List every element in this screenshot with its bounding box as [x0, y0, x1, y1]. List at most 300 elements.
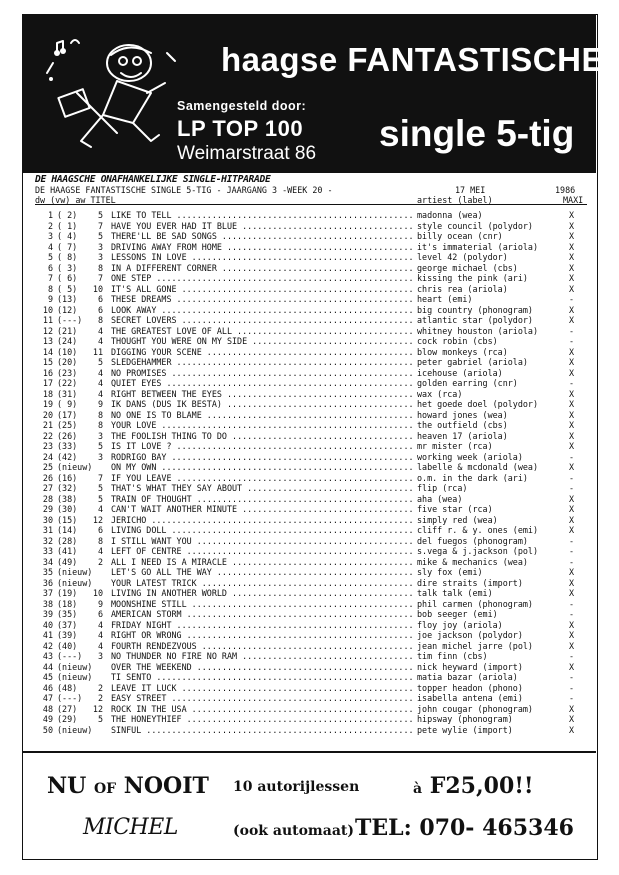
row-weeks: 6 [97, 525, 103, 535]
row-rank: 31 [42, 525, 53, 535]
row-title: ONE STEP ..... [111, 273, 413, 284]
chart-row [35, 504, 587, 515]
row-artist: isabella antena (emi) [417, 693, 523, 703]
row-title: FRIDAY NIGHT ..... [111, 620, 413, 631]
chart-row [35, 378, 587, 389]
row-rank: 10 [42, 304, 53, 315]
chart-row [35, 483, 587, 494]
row-title: RIGHT OR WRONG ..... [111, 630, 413, 641]
chart-row [35, 273, 587, 284]
row-previous: (32) [57, 483, 78, 493]
row-title: AMERICAN STORM ..... [111, 609, 413, 620]
row-weeks: 3 [97, 451, 103, 462]
row-title: RODRIGO BAY ..... [111, 452, 413, 463]
chart-row [35, 357, 587, 368]
chart-row [35, 515, 587, 526]
row-rank: 45 [42, 672, 53, 682]
row-title: YOUR LOVE ..... [111, 420, 413, 431]
chart-row [35, 714, 587, 725]
chart-row [35, 315, 587, 326]
ad-telephone: TEL: 070- 465346 [355, 815, 574, 841]
chart-row [35, 305, 587, 316]
row-rank: 50 [42, 724, 53, 735]
row-previous: (---) [57, 651, 83, 661]
row-title: THERE'LL BE SAD SONGS ..... [111, 231, 413, 242]
chart-row [35, 347, 587, 358]
row-title: DRIVING AWAY FROM HOME ..... [111, 242, 413, 253]
header-title-top: haagse FANTASTISCHE [221, 41, 604, 78]
row-maxi: X [569, 346, 575, 357]
ad-nu: NU [47, 773, 87, 799]
row-maxi: - [569, 682, 575, 693]
chart-row [35, 221, 587, 232]
chart-row [35, 525, 587, 536]
chart-row [35, 242, 587, 253]
row-previous: (48) [57, 682, 78, 693]
row-weeks: 8 [97, 535, 103, 546]
row-previous: (21) [57, 325, 78, 336]
row-weeks: 5 [97, 357, 103, 367]
row-rank: 22 [42, 430, 53, 441]
row-weeks: 2 [97, 693, 103, 703]
header-title-bottom: single 5-tig [379, 113, 575, 154]
row-maxi: - [569, 609, 575, 619]
row-maxi: X [569, 420, 575, 430]
organisation-name: LP TOP 100 [177, 116, 304, 141]
row-title: DIGGING YOUR SCENE ..... [111, 347, 413, 358]
row-weeks: 4 [97, 336, 103, 346]
row-artist: labelle & mcdonald (wea) [417, 462, 539, 472]
row-previous: ( 8) [57, 252, 78, 262]
row-artist: matia bazar (ariola) [417, 672, 518, 682]
ad-price [413, 773, 534, 799]
row-maxi: X [569, 241, 575, 252]
row-artist: golden earring (cnr) [417, 378, 518, 388]
row-title: ALL I NEED IS A MIRACLE ..... [111, 557, 413, 568]
row-rank: 33 [42, 546, 53, 556]
row-artist: phil carmen (phonogram) [417, 598, 533, 609]
chart-row [35, 578, 587, 589]
chart-row [35, 410, 587, 421]
row-artist: sly fox (emi) [417, 567, 483, 577]
row-previous: (13) [57, 294, 78, 304]
column-headers [35, 195, 587, 205]
row-weeks: 5 [97, 441, 103, 451]
row-previous: ( 1) [57, 220, 78, 231]
chart-row [35, 441, 587, 452]
row-previous: ( 5) [57, 283, 78, 294]
row-rank: 16 [42, 367, 53, 378]
chart-row [35, 546, 587, 557]
row-rank: 44 [42, 661, 53, 672]
row-maxi: X [569, 220, 575, 231]
row-weeks: 4 [97, 619, 103, 630]
row-rank: 30 [42, 514, 53, 525]
chart-row [35, 609, 587, 620]
row-artist: nick heyward (import) [417, 661, 523, 672]
chart-row [35, 641, 587, 652]
row-maxi: X [569, 504, 575, 514]
row-maxi: X [569, 367, 575, 378]
row-title: LEAVE IT LUCK ..... [111, 683, 413, 694]
chart-row [35, 399, 587, 410]
chart-row [35, 431, 587, 442]
row-rank: 36 [42, 577, 53, 588]
row-rank: 5 [47, 252, 53, 262]
chart-sheet [22, 14, 604, 860]
row-artist: talk talk (emi) [417, 588, 493, 598]
row-previous: (25) [57, 420, 78, 430]
column-header-artist: artiest (label) [417, 195, 493, 205]
row-rank: 49 [42, 714, 53, 724]
row-maxi: - [569, 325, 575, 336]
row-title: ROCK IN THE USA ..... [111, 704, 413, 715]
row-rank: 28 [42, 493, 53, 504]
chart-row [35, 473, 587, 484]
row-artist: blow monkeys (rca) [417, 346, 508, 357]
row-artist: level 42 (polydor) [417, 252, 508, 262]
row-maxi: - [569, 546, 575, 556]
row-rank: 4 [47, 241, 53, 252]
row-previous: (33) [57, 441, 78, 451]
ad-of: OF [93, 781, 117, 797]
row-maxi: X [569, 640, 575, 651]
row-previous: (---) [57, 693, 83, 703]
row-rank: 20 [42, 409, 53, 420]
row-previous: (18) [57, 598, 78, 609]
chart-row [35, 567, 587, 578]
row-maxi: X [569, 252, 575, 262]
row-rank: 9 [47, 294, 53, 304]
row-artist: atlantic star (polydor) [417, 315, 533, 325]
row-title: ON MY OWN ..... [111, 462, 413, 473]
chart-row [35, 630, 587, 641]
row-weeks: 3 [97, 241, 103, 252]
row-maxi: X [569, 462, 575, 472]
row-previous: (nieuw) [57, 567, 93, 577]
row-rank: 47 [42, 693, 53, 703]
row-title: TI SENTO ..... [111, 672, 413, 683]
row-previous: (20) [57, 357, 78, 367]
row-rank: 7 [47, 273, 53, 283]
row-previous: (nieuw) [57, 672, 93, 682]
row-previous: (31) [57, 388, 78, 399]
row-artist: del fuegos (phonogram) [417, 535, 528, 546]
row-weeks: 6 [97, 294, 103, 304]
row-previous: ( 3) [57, 262, 78, 273]
row-weeks: 4 [97, 546, 103, 556]
row-artist: het goede doel (polydor) [417, 399, 539, 409]
row-title: IS IT LOVE ? ..... [111, 441, 413, 452]
row-artist: floy joy (ariola) [417, 619, 503, 630]
row-title: TRAIN OF THOUGHT ..... [111, 494, 413, 505]
row-weeks: 12 [92, 514, 103, 525]
row-title: HAVE YOU EVER HAD IT BLUE ..... [111, 221, 413, 232]
row-maxi: - [569, 535, 575, 546]
row-maxi: - [569, 294, 575, 304]
row-artist: it's immaterial (ariola) [417, 241, 539, 252]
row-maxi: X [569, 357, 575, 367]
row-title: CAN'T WAIT ANOTHER MINUTE ..... [111, 504, 413, 515]
row-weeks: 3 [97, 252, 103, 262]
row-maxi: - [569, 672, 575, 682]
row-rank: 27 [42, 483, 53, 493]
row-previous: (30) [57, 504, 78, 514]
row-artist: heaven 17 (ariola) [417, 430, 508, 441]
row-maxi: X [569, 703, 575, 714]
row-artist: working week (ariola) [417, 451, 523, 462]
row-rank: 39 [42, 609, 53, 619]
ad-brand-logo: MICHEL [83, 815, 178, 840]
row-previous: ( 4) [57, 231, 78, 241]
row-rank: 12 [42, 325, 53, 336]
row-previous: (17) [57, 409, 78, 420]
row-maxi: - [569, 483, 575, 493]
row-previous: (42) [57, 451, 78, 462]
row-previous: (26) [57, 430, 78, 441]
row-title: I STILL WANT YOU ..... [111, 536, 413, 547]
row-rank: 24 [42, 451, 53, 462]
header-banner [23, 15, 604, 173]
row-artist: madonna (wea) [417, 210, 483, 220]
row-weeks: 11 [92, 346, 103, 357]
compiled-by-label: Samengesteld door: [177, 99, 307, 113]
row-rank: 41 [42, 630, 53, 640]
row-maxi: X [569, 409, 575, 420]
row-title: LOOK AWAY ..... [111, 305, 413, 316]
row-rank: 21 [42, 420, 53, 430]
row-weeks: 6 [97, 609, 103, 619]
chart-row [35, 294, 587, 305]
row-title: THOUGHT YOU WERE ON MY SIDE ..... [111, 336, 413, 347]
row-weeks: 7 [97, 220, 103, 231]
row-weeks: 4 [97, 325, 103, 336]
column-header-maxi: MAXI [563, 195, 584, 205]
row-artist: peter gabriel (ariola) [417, 357, 528, 367]
week-date: 17 MEI [455, 185, 486, 195]
cartoon-guitarist-illustration [37, 33, 187, 163]
row-maxi: X [569, 210, 575, 220]
row-artist: cliff r. & y. ones (emi) [417, 525, 539, 535]
chart-row [35, 263, 587, 274]
row-previous: (nieuw) [57, 577, 93, 588]
row-title: JERICHO ..... [111, 515, 413, 526]
chart-row [35, 588, 587, 599]
row-maxi: X [569, 262, 575, 273]
row-rank: 43 [42, 651, 53, 661]
row-title: QUIET EYES ..... [111, 378, 413, 389]
chart-row [35, 326, 587, 337]
row-maxi: X [569, 399, 575, 409]
row-weeks: 9 [97, 399, 103, 409]
row-previous: (nieuw) [57, 724, 93, 735]
row-rank: 14 [42, 346, 53, 357]
hit-list [35, 175, 587, 735]
row-artist: simply red (wea) [417, 514, 498, 525]
ad-lessons: 10 autorijlessen [233, 779, 360, 795]
row-maxi: - [569, 651, 575, 661]
row-previous: (37) [57, 619, 78, 630]
row-title: SLEDGEHAMMER ..... [111, 357, 413, 368]
row-maxi: - [569, 336, 575, 346]
row-artist: kissing the pink (ari) [417, 273, 528, 283]
chart-row [35, 494, 587, 505]
row-rank: 32 [42, 535, 53, 546]
row-weeks: 8 [97, 409, 103, 420]
row-weeks: 5 [97, 231, 103, 241]
ad-headline [47, 773, 209, 799]
row-weeks: 7 [97, 273, 103, 283]
row-weeks: 3 [97, 430, 103, 441]
row-rank: 13 [42, 336, 53, 346]
row-maxi: X [569, 231, 575, 241]
row-rank: 34 [42, 556, 53, 567]
row-title: IF YOU LEAVE ..... [111, 473, 413, 484]
row-title: IK DANS (DUS IK BESTA) ..... [111, 399, 413, 410]
row-previous: ( 6) [57, 273, 78, 283]
row-title: LEFT OF CENTRE ..... [111, 546, 413, 557]
row-title: LET'S GO ALL THE WAY ..... [111, 567, 413, 578]
week-info: DE HAAGSE FANTASTISCHE SINGLE 5-TIG - JAARGANG 3 -WEEK 20 - [35, 185, 333, 195]
row-maxi: X [569, 273, 575, 283]
row-rank: 15 [42, 357, 53, 367]
row-previous: (23) [57, 367, 78, 378]
ad-automaat: (ook automaat) [233, 823, 354, 839]
chart-row [35, 252, 587, 263]
chart-row [35, 651, 587, 662]
row-artist: wax (rca) [417, 388, 463, 399]
row-title: FOURTH RENDEZVOUS ..... [111, 641, 413, 652]
row-artist: mike & mechanics (wea) [417, 556, 528, 567]
row-title: RIGHT BETWEEN THE EYES ..... [111, 389, 413, 400]
week-year: 1986 [555, 185, 576, 195]
row-title: THE GREATEST LOVE OF ALL ..... [111, 326, 413, 337]
row-artist: s.vega & j.jackson (pol) [417, 546, 539, 556]
row-rank: 19 [42, 399, 53, 409]
advertisement [23, 751, 596, 858]
row-previous: (nieuw) [57, 462, 93, 472]
row-artist: topper headon (phono) [417, 682, 523, 693]
row-previous: (nieuw) [57, 661, 93, 672]
row-artist: joe jackson (polydor) [417, 630, 523, 640]
row-artist: aha (wea) [417, 493, 463, 504]
row-title: OVER THE WEEKEND ..... [111, 662, 413, 673]
row-weeks: 4 [97, 378, 103, 388]
chart-rows [35, 210, 587, 735]
row-rank: 11 [42, 315, 53, 325]
row-maxi: X [569, 567, 575, 577]
row-title: NO THUNDER NO FIRE NO RAM ..... [111, 651, 413, 662]
row-previous: (41) [57, 546, 78, 556]
row-maxi: X [569, 577, 575, 588]
row-title: NO PROMISES ..... [111, 368, 413, 379]
row-weeks: 8 [97, 315, 103, 325]
ad-nooit: NOOIT [123, 773, 209, 799]
row-title: LESSONS IN LOVE ..... [111, 252, 413, 263]
row-weeks: 5 [97, 493, 103, 504]
row-artist: five star (rca) [417, 504, 493, 514]
chart-row [35, 557, 587, 568]
row-maxi: X [569, 525, 575, 535]
row-previous: (49) [57, 556, 78, 567]
row-weeks: 9 [97, 598, 103, 609]
row-artist: style council (polydor) [417, 220, 533, 231]
chart-row [35, 462, 587, 473]
row-weeks: 7 [97, 472, 103, 483]
row-title: LIVING DOLL ..... [111, 525, 413, 536]
row-title: EASY STREET ..... [111, 693, 413, 704]
row-rank: 38 [42, 598, 53, 609]
row-rank: 1 [47, 210, 53, 220]
row-artist: billy ocean (cnr) [417, 231, 503, 241]
row-title: THE FOOLISH THING TO DO ..... [111, 431, 413, 442]
row-artist: cock robin (cbs) [417, 336, 498, 346]
row-rank: 2 [47, 220, 53, 231]
row-artist: jean michel jarre (pol) [417, 640, 533, 651]
chart-row [35, 672, 587, 683]
row-artist: chris rea (ariola) [417, 283, 508, 294]
row-title: THESE DREAMS ..... [111, 294, 413, 305]
row-weeks: 4 [97, 367, 103, 378]
row-artist: heart (emi) [417, 294, 473, 304]
row-maxi: X [569, 514, 575, 525]
row-title: MOONSHINE STILL ..... [111, 599, 413, 610]
chart-row [35, 725, 587, 736]
list-title: DE HAAGSCHE ONAFHANKELIJKE SINGLE-HITPARADE [35, 174, 271, 185]
row-previous: (35) [57, 609, 78, 619]
row-weeks: 4 [97, 640, 103, 651]
row-title: THAT'S WHAT THEY SAY ABOUT ..... [111, 483, 413, 494]
row-previous: (29) [57, 714, 78, 724]
row-rank: 3 [47, 231, 53, 241]
chart-row [35, 599, 587, 610]
row-maxi: - [569, 598, 575, 609]
row-title: THE HONEYTHIEF ..... [111, 714, 413, 725]
row-maxi: - [569, 378, 575, 388]
row-maxi: - [569, 693, 575, 703]
chart-row [35, 662, 587, 673]
row-weeks: 4 [97, 504, 103, 514]
row-maxi: X [569, 588, 575, 598]
row-artist: icehouse (ariola) [417, 367, 503, 378]
row-artist: dire straits (import) [417, 577, 523, 588]
row-artist: bob seeger (emi) [417, 609, 498, 619]
row-artist: mr mister (rca) [417, 441, 493, 451]
row-weeks: 2 [97, 556, 103, 567]
chart-row [35, 210, 587, 221]
row-rank: 40 [42, 619, 53, 630]
row-previous: (40) [57, 640, 78, 651]
row-previous: (28) [57, 535, 78, 546]
row-previous: (12) [57, 304, 78, 315]
row-previous: (39) [57, 630, 78, 640]
chart-row [35, 693, 587, 704]
row-maxi: - [569, 472, 575, 483]
chart-row [35, 231, 587, 242]
row-previous: ( 9) [57, 399, 78, 409]
row-artist: o.m. in the dark (ari) [417, 472, 528, 483]
row-artist: george michael (cbs) [417, 262, 518, 273]
row-previous: ( 2) [57, 210, 78, 220]
row-title: LIVING IN ANOTHER WORLD ..... [111, 588, 413, 599]
row-rank: 6 [47, 262, 53, 273]
row-rank: 48 [42, 703, 53, 714]
row-rank: 46 [42, 682, 53, 693]
row-artist: whitney houston (ariola) [417, 325, 539, 336]
row-artist: john cougar (phonogram) [417, 703, 533, 714]
row-maxi: X [569, 388, 575, 399]
row-weeks: 5 [97, 714, 103, 724]
